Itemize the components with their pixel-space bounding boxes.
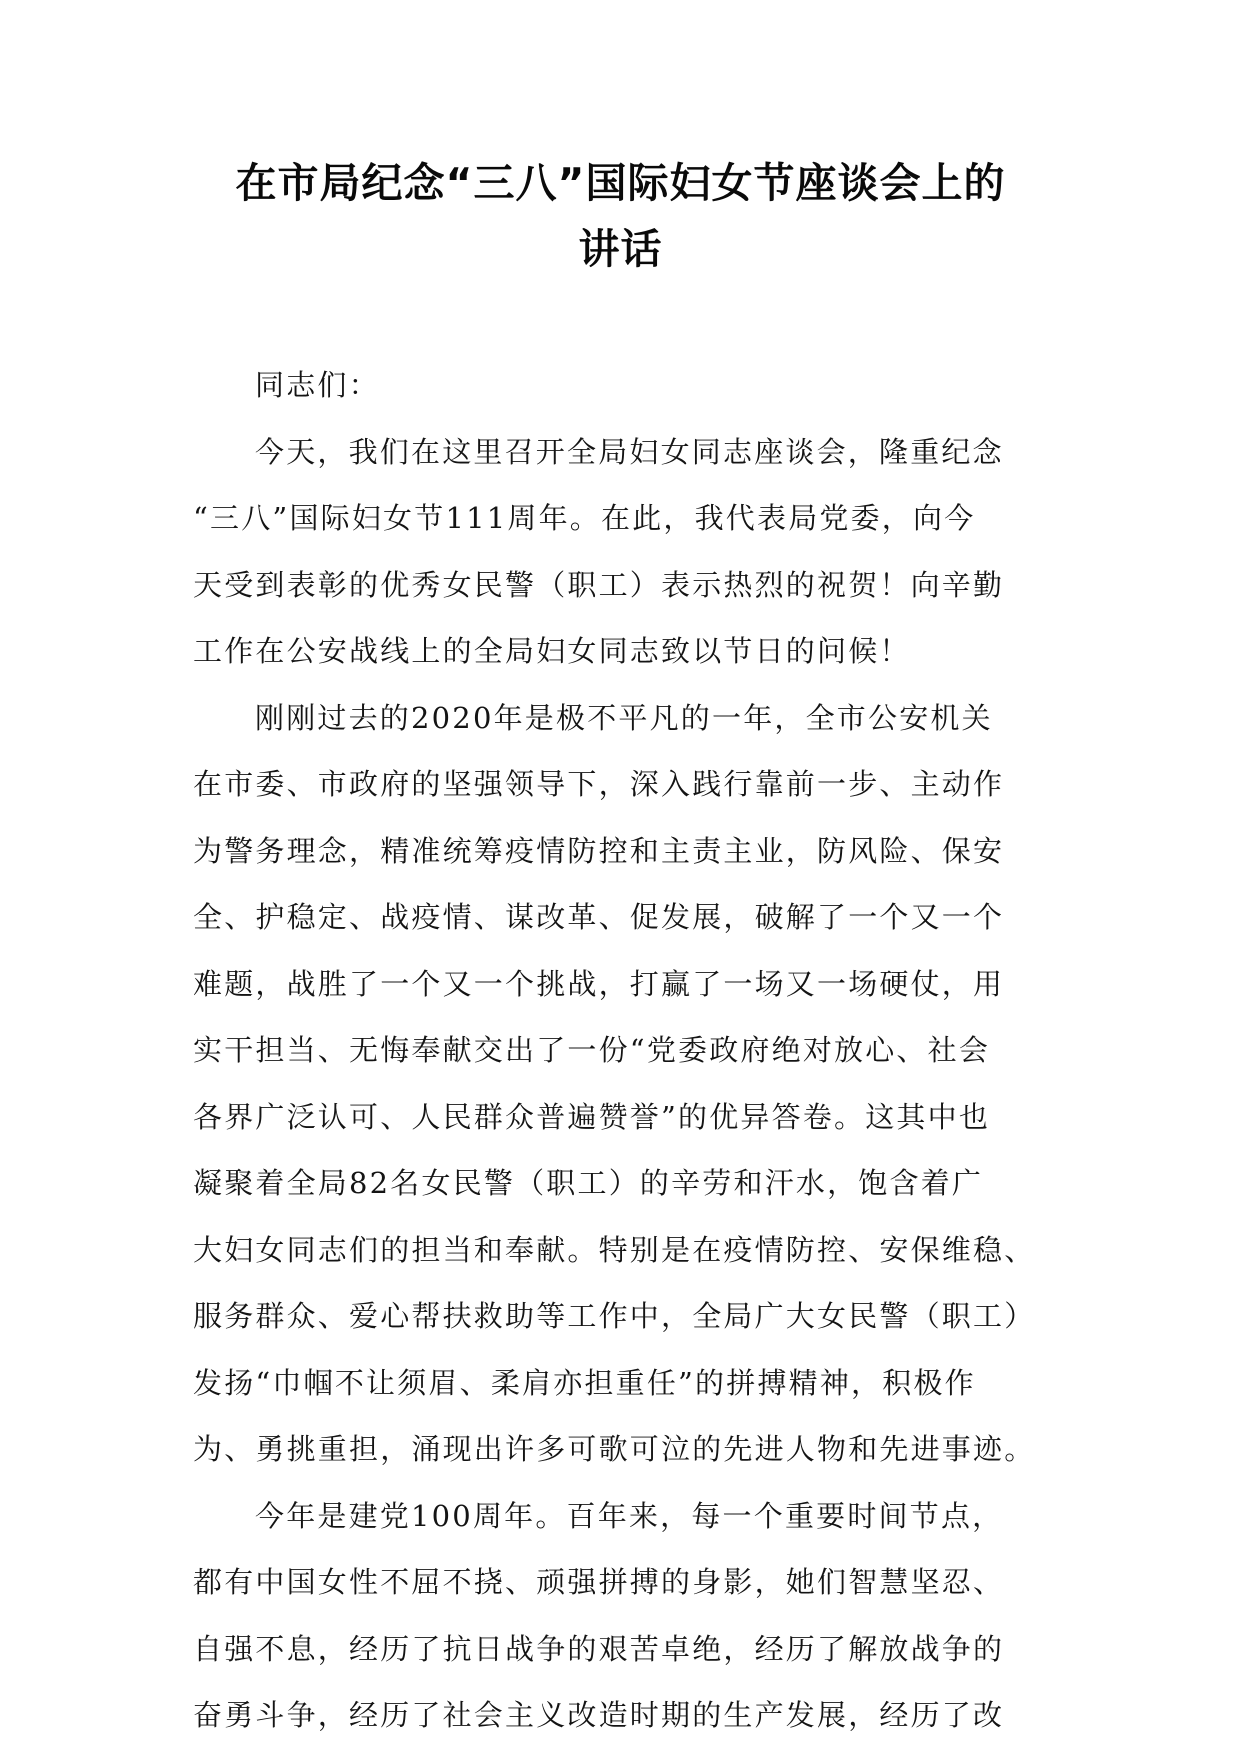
title-line-1: 在市局纪念“三八”国际妇女节座谈会上的 bbox=[235, 159, 1006, 207]
body-line: 难题，战胜了一个又一个挑战，打赢了一场又一场硬仗，用 bbox=[193, 966, 1005, 1001]
body-line: 服务群众、爱心帮扶救助等工作中，全局广大女民警（职工） bbox=[193, 1299, 1036, 1333]
body-line: 今年是建党100周年。百年来，每一个重要时间节点， bbox=[255, 1498, 1004, 1533]
document-title bbox=[150, 150, 1091, 282]
body-line: 同志们： bbox=[255, 368, 380, 402]
body-line: 凝聚着全局82名女民警（职工）的辛劳和汗水，饱含着广 bbox=[193, 1166, 984, 1200]
title-line-2: 讲话 bbox=[578, 225, 663, 273]
body-line: 刚刚过去的2020年是极不平凡的一年，全市公安机关 bbox=[255, 700, 993, 735]
body-line: 全、护稳定、战疫情、谋改革、促发展，破解了一个又一个 bbox=[193, 900, 1005, 934]
body-line: 为警务理念，精准统筹疫情防控和主责主业，防风险、保安 bbox=[193, 833, 1005, 868]
body-line: 自强不息，经历了抗日战争的艰苦卓绝，经历了解放战争的 bbox=[193, 1631, 1005, 1666]
body-line: 各界广泛认可、人民群众普遍赞誉”的优异答卷。这其中也 bbox=[193, 1099, 991, 1134]
document-body bbox=[193, 352, 1053, 1749]
body-line: 为、勇挑重担，涌现出许多可歌可泣的先进人物和先进事迹。 bbox=[193, 1432, 1036, 1466]
body-line: 实干担当、无悔奉献交出了一份“党委政府绝对放心、社会 bbox=[193, 1033, 991, 1067]
body-line: 在市委、市政府的坚强领导下，深入践行靠前一步、主动作 bbox=[193, 767, 1005, 801]
body-line: “三八”国际妇女节111周年。在此，我代表局党委，向今 bbox=[193, 501, 976, 535]
body-line: 今天，我们在这里召开全局妇女同志座谈会，隆重纪念 bbox=[255, 434, 1004, 469]
body-line: 发扬“巾帼不让须眉、柔肩亦担重任”的拼搏精神，积极作 bbox=[193, 1365, 976, 1400]
body-line: 工作在公安战线上的全局妇女同志致以节日的问候！ bbox=[193, 634, 911, 668]
body-line: 天受到表彰的优秀女民警（职工）表示热烈的祝贺！向辛勤 bbox=[193, 567, 1005, 602]
body-line: 大妇女同志们的担当和奉献。特别是在疫情防控、安保维稳、 bbox=[193, 1232, 1036, 1267]
body-line: 奋勇斗争，经历了社会主义改造时期的生产发展，经历了改 bbox=[193, 1698, 1005, 1732]
body-line: 都有中国女性不屈不挠、顽强拼搏的身影，她们智慧坚忍、 bbox=[193, 1565, 1005, 1599]
